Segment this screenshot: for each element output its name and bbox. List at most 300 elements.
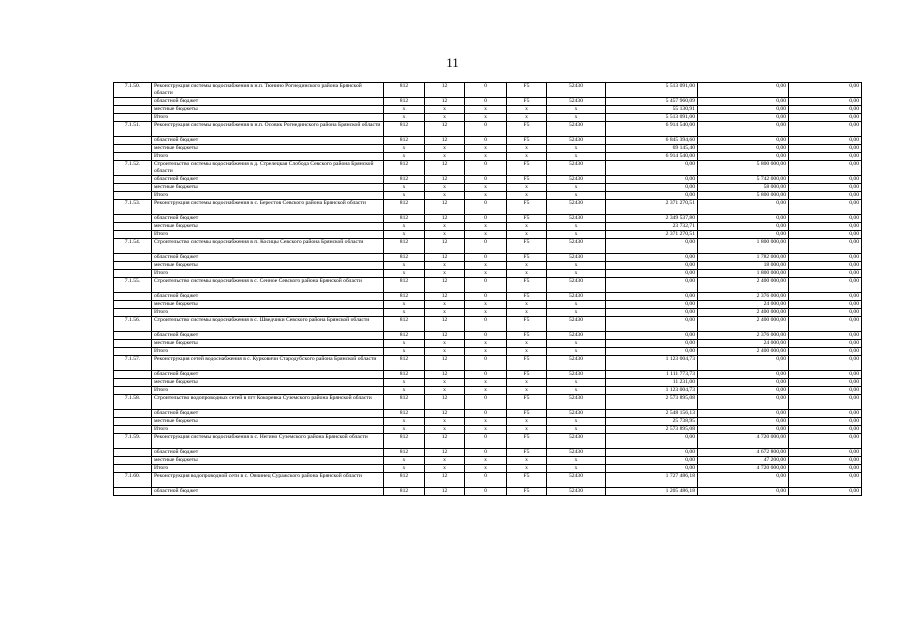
amount-year1-cell: 55 130,91 bbox=[606, 106, 698, 114]
project-title-cell: Строительство системы водоснабжения в с. Сенное Севского района Брянской области bbox=[152, 278, 384, 293]
amount-year2-cell: 1 800 000,00 bbox=[698, 239, 789, 254]
project-code-cell: x bbox=[507, 465, 547, 473]
section-code-cell: x bbox=[425, 231, 465, 239]
direction-code-cell: x bbox=[547, 309, 606, 317]
direction-code-cell: x bbox=[547, 270, 606, 278]
direction-code-cell: 52430 bbox=[547, 215, 606, 223]
program-code-cell: x bbox=[465, 231, 507, 239]
project-title-cell: Реконструкция системы водоснабжения в н.п. Тюнино Рогнединского района Брянской области bbox=[152, 83, 384, 98]
direction-code-cell: x bbox=[547, 114, 606, 122]
project-code-cell: F5 bbox=[507, 434, 547, 449]
funding-source-row bbox=[114, 114, 862, 122]
project-code-cell: F5 bbox=[507, 410, 547, 418]
direction-code-cell: 52430 bbox=[547, 200, 606, 215]
amount-year3-cell: 0,00 bbox=[789, 114, 862, 122]
program-code-cell: x bbox=[465, 145, 507, 153]
funding-source-row bbox=[114, 426, 862, 434]
amount-year2-cell: 5 800 000,00 bbox=[698, 192, 789, 200]
ministry-code-cell: 812 bbox=[384, 449, 425, 457]
amount-year2-cell: 0,00 bbox=[698, 215, 789, 223]
program-code-cell: x bbox=[465, 418, 507, 426]
item-number-cell: 7.1.56. bbox=[114, 317, 152, 332]
amount-year2-cell: 0,00 bbox=[698, 488, 789, 496]
funding-source-row bbox=[114, 106, 862, 114]
amount-year3-cell: 0,00 bbox=[789, 309, 862, 317]
program-code-cell: 0 bbox=[465, 371, 507, 379]
project-code-cell: x bbox=[507, 426, 547, 434]
ministry-code-cell: x bbox=[384, 426, 425, 434]
amount-year2-cell: 0,00 bbox=[698, 106, 789, 114]
direction-code-cell: x bbox=[547, 340, 606, 348]
amount-year1-cell: 0,00 bbox=[606, 184, 698, 192]
program-code-cell: x bbox=[465, 270, 507, 278]
empty-number-cell bbox=[114, 184, 152, 192]
funding-source-label: Итого bbox=[152, 270, 384, 278]
empty-number-cell bbox=[114, 254, 152, 262]
amount-year3-cell: 0,00 bbox=[789, 340, 862, 348]
amount-year2-cell: 1 800 000,00 bbox=[698, 270, 789, 278]
amount-year1-cell: 0,00 bbox=[606, 434, 698, 449]
ministry-code-cell: 812 bbox=[384, 176, 425, 184]
section-code-cell: 12 bbox=[425, 122, 465, 137]
program-code-cell: x bbox=[465, 340, 507, 348]
funding-source-label: областной бюджет bbox=[152, 98, 384, 106]
funding-source-label: областной бюджет bbox=[152, 488, 384, 496]
item-number-cell: 7.1.59. bbox=[114, 434, 152, 449]
project-code-cell: F5 bbox=[507, 488, 547, 496]
direction-code-cell: 52430 bbox=[547, 317, 606, 332]
section-code-cell: x bbox=[425, 379, 465, 387]
amount-year1-cell: 0,00 bbox=[606, 449, 698, 457]
ministry-code-cell: 812 bbox=[384, 239, 425, 254]
empty-number-cell bbox=[114, 231, 152, 239]
ministry-code-cell: x bbox=[384, 340, 425, 348]
project-code-cell: F5 bbox=[507, 239, 547, 254]
amount-year1-cell: 0,00 bbox=[606, 293, 698, 301]
program-code-cell: 0 bbox=[465, 83, 507, 98]
section-code-cell: x bbox=[425, 418, 465, 426]
funding-source-row bbox=[114, 223, 862, 231]
amount-year1-cell: 0,00 bbox=[606, 340, 698, 348]
amount-year1-cell: 0,00 bbox=[606, 301, 698, 309]
direction-code-cell: 52430 bbox=[547, 161, 606, 176]
ministry-code-cell: 812 bbox=[384, 83, 425, 98]
program-code-cell: 0 bbox=[465, 434, 507, 449]
ministry-code-cell: 812 bbox=[384, 215, 425, 223]
direction-code-cell: 52430 bbox=[547, 449, 606, 457]
funding-source-row bbox=[114, 262, 862, 270]
empty-number-cell bbox=[114, 387, 152, 395]
amount-year3-cell: 0,00 bbox=[789, 192, 862, 200]
project-code-cell: x bbox=[507, 387, 547, 395]
amount-year3-cell: 0,00 bbox=[789, 239, 862, 254]
project-code-cell: x bbox=[507, 145, 547, 153]
project-code-cell: x bbox=[507, 348, 547, 356]
ministry-code-cell: 812 bbox=[384, 488, 425, 496]
section-code-cell: 12 bbox=[425, 254, 465, 262]
program-code-cell: 0 bbox=[465, 293, 507, 301]
program-code-cell: x bbox=[465, 192, 507, 200]
project-title-cell: Строительство системы водоснабжения в д. Стрелецкая Слобода Севского района Брянской области bbox=[152, 161, 384, 176]
project-code-cell: x bbox=[507, 262, 547, 270]
amount-year1-cell: 0,00 bbox=[606, 239, 698, 254]
amount-year2-cell: 0,00 bbox=[698, 379, 789, 387]
section-code-cell: 12 bbox=[425, 395, 465, 410]
ministry-code-cell: x bbox=[384, 457, 425, 465]
direction-code-cell: 52430 bbox=[547, 332, 606, 340]
section-code-cell: 12 bbox=[425, 317, 465, 332]
ministry-code-cell: 812 bbox=[384, 200, 425, 215]
amount-year1-cell: 1 111 773,73 bbox=[606, 371, 698, 379]
ministry-code-cell: 812 bbox=[384, 473, 425, 488]
item-number-cell: 7.1.58. bbox=[114, 395, 152, 410]
funding-source-label: областной бюджет bbox=[152, 254, 384, 262]
amount-year3-cell: 0,00 bbox=[789, 434, 862, 449]
ministry-code-cell: x bbox=[384, 270, 425, 278]
amount-year2-cell: 4 672 800,00 bbox=[698, 449, 789, 457]
project-row bbox=[114, 122, 862, 137]
project-row bbox=[114, 200, 862, 215]
funding-source-label: областной бюджет bbox=[152, 449, 384, 457]
amount-year3-cell: 0,00 bbox=[789, 410, 862, 418]
project-title-cell: Строительство системы водоснабжения в с. Шведчики Севского района Брянской области bbox=[152, 317, 384, 332]
program-code-cell: 0 bbox=[465, 122, 507, 137]
funding-source-row bbox=[114, 340, 862, 348]
amount-year1-cell: 0,00 bbox=[606, 457, 698, 465]
program-code-cell: 0 bbox=[465, 278, 507, 293]
empty-number-cell bbox=[114, 449, 152, 457]
direction-code-cell: 52430 bbox=[547, 278, 606, 293]
amount-year3-cell: 0,00 bbox=[789, 317, 862, 332]
empty-number-cell bbox=[114, 215, 152, 223]
amount-year3-cell: 0,00 bbox=[789, 426, 862, 434]
empty-number-cell bbox=[114, 176, 152, 184]
ministry-code-cell: x bbox=[384, 301, 425, 309]
program-code-cell: 0 bbox=[465, 449, 507, 457]
ministry-code-cell: x bbox=[384, 379, 425, 387]
section-code-cell: x bbox=[425, 114, 465, 122]
amount-year1-cell: 0,00 bbox=[606, 309, 698, 317]
amount-year3-cell: 0,00 bbox=[789, 215, 862, 223]
direction-code-cell: x bbox=[547, 223, 606, 231]
ministry-code-cell: x bbox=[384, 184, 425, 192]
funding-source-row bbox=[114, 348, 862, 356]
amount-year1-cell: 2 371 270,51 bbox=[606, 200, 698, 215]
section-code-cell: 12 bbox=[425, 356, 465, 371]
amount-year2-cell: 0,00 bbox=[698, 473, 789, 488]
empty-number-cell bbox=[114, 192, 152, 200]
ministry-code-cell: x bbox=[384, 387, 425, 395]
project-code-cell: F5 bbox=[507, 317, 547, 332]
program-code-cell: x bbox=[465, 309, 507, 317]
project-title-cell: Реконструкция водопроводной сети в с. Овчинец Суражского района Брянской области bbox=[152, 473, 384, 488]
direction-code-cell: 52430 bbox=[547, 122, 606, 137]
project-title-cell: Строительство системы водоснабжения в п. Косицы Севского района Брянской области bbox=[152, 239, 384, 254]
empty-number-cell bbox=[114, 98, 152, 106]
direction-code-cell: x bbox=[547, 418, 606, 426]
ministry-code-cell: x bbox=[384, 106, 425, 114]
program-code-cell: 0 bbox=[465, 215, 507, 223]
ministry-code-cell: x bbox=[384, 223, 425, 231]
project-title-cell: Строительство водопроводных сетей в пгт Кокоревка Суземского района Брянской области bbox=[152, 395, 384, 410]
project-code-cell: x bbox=[507, 184, 547, 192]
amount-year2-cell: 4 720 000,00 bbox=[698, 465, 789, 473]
amount-year2-cell: 0,00 bbox=[698, 418, 789, 426]
project-code-cell: F5 bbox=[507, 293, 547, 301]
amount-year1-cell: 0,00 bbox=[606, 254, 698, 262]
section-code-cell: 12 bbox=[425, 278, 465, 293]
section-code-cell: 12 bbox=[425, 176, 465, 184]
amount-year1-cell: 0,00 bbox=[606, 270, 698, 278]
project-code-cell: x bbox=[507, 340, 547, 348]
funding-source-row bbox=[114, 254, 862, 262]
project-code-cell: x bbox=[507, 418, 547, 426]
direction-code-cell: 52430 bbox=[547, 488, 606, 496]
amount-year3-cell: 0,00 bbox=[789, 356, 862, 371]
amount-year3-cell: 0,00 bbox=[789, 145, 862, 153]
empty-number-cell bbox=[114, 426, 152, 434]
amount-year3-cell: 0,00 bbox=[789, 98, 862, 106]
amount-year2-cell: 4 720 000,00 bbox=[698, 434, 789, 449]
empty-number-cell bbox=[114, 332, 152, 340]
funding-source-row bbox=[114, 488, 862, 496]
project-row bbox=[114, 161, 862, 176]
section-code-cell: 12 bbox=[425, 293, 465, 301]
funding-source-label: Итого bbox=[152, 309, 384, 317]
project-row bbox=[114, 239, 862, 254]
amount-year3-cell: 0,00 bbox=[789, 332, 862, 340]
project-code-cell: F5 bbox=[507, 254, 547, 262]
direction-code-cell: x bbox=[547, 465, 606, 473]
funding-source-label: Итого bbox=[152, 426, 384, 434]
funding-source-label: областной бюджет bbox=[152, 137, 384, 145]
section-code-cell: x bbox=[425, 223, 465, 231]
project-row bbox=[114, 395, 862, 410]
project-code-cell: F5 bbox=[507, 200, 547, 215]
project-code-cell: x bbox=[507, 309, 547, 317]
item-number-cell: 7.1.52. bbox=[114, 161, 152, 176]
empty-number-cell bbox=[114, 293, 152, 301]
program-code-cell: x bbox=[465, 379, 507, 387]
amount-year2-cell: 0,00 bbox=[698, 83, 789, 98]
direction-code-cell: 52430 bbox=[547, 371, 606, 379]
item-number-cell: 7.1.60. bbox=[114, 473, 152, 488]
funding-source-row bbox=[114, 153, 862, 161]
section-code-cell: x bbox=[425, 106, 465, 114]
project-row bbox=[114, 317, 862, 332]
amount-year1-cell: 1 123 004,73 bbox=[606, 387, 698, 395]
funding-source-label: Итого bbox=[152, 231, 384, 239]
ministry-code-cell: x bbox=[384, 114, 425, 122]
amount-year3-cell: 0,00 bbox=[789, 395, 862, 410]
section-code-cell: 12 bbox=[425, 83, 465, 98]
amount-year1-cell: 2 371 270,51 bbox=[606, 231, 698, 239]
program-code-cell: x bbox=[465, 387, 507, 395]
project-title-cell: Реконструкция сетей водоснабжения в с. Курковичи Стародубского района Брянской области bbox=[152, 356, 384, 371]
amount-year1-cell: 11 231,00 bbox=[606, 379, 698, 387]
project-code-cell: x bbox=[507, 223, 547, 231]
amount-year3-cell: 0,00 bbox=[789, 278, 862, 293]
amount-year1-cell: 69 145,40 bbox=[606, 145, 698, 153]
direction-code-cell: 52430 bbox=[547, 137, 606, 145]
project-code-cell: F5 bbox=[507, 278, 547, 293]
ministry-code-cell: x bbox=[384, 465, 425, 473]
project-code-cell: x bbox=[507, 192, 547, 200]
program-code-cell: 0 bbox=[465, 239, 507, 254]
project-code-cell: x bbox=[507, 457, 547, 465]
amount-year3-cell: 0,00 bbox=[789, 418, 862, 426]
item-number-cell: 7.1.55. bbox=[114, 278, 152, 293]
direction-code-cell: 52430 bbox=[547, 293, 606, 301]
section-code-cell: x bbox=[425, 387, 465, 395]
project-title-cell: Реконструкция системы водоснабжения в с. Берестов Севского района Брянской области bbox=[152, 200, 384, 215]
program-code-cell: x bbox=[465, 106, 507, 114]
section-code-cell: x bbox=[425, 145, 465, 153]
funding-source-label: Итого bbox=[152, 153, 384, 161]
section-code-cell: 12 bbox=[425, 473, 465, 488]
ministry-code-cell: x bbox=[384, 231, 425, 239]
funding-source-row bbox=[114, 387, 862, 395]
ministry-code-cell: x bbox=[384, 418, 425, 426]
project-code-cell: F5 bbox=[507, 137, 547, 145]
amount-year1-cell: 0,00 bbox=[606, 161, 698, 176]
project-row bbox=[114, 278, 862, 293]
funding-source-label: Итого bbox=[152, 192, 384, 200]
project-row bbox=[114, 473, 862, 488]
page-number: 11 bbox=[446, 55, 459, 70]
funding-source-row bbox=[114, 332, 862, 340]
amount-year1-cell: 0,00 bbox=[606, 348, 698, 356]
ministry-code-cell: 812 bbox=[384, 356, 425, 371]
project-code-cell: F5 bbox=[507, 449, 547, 457]
funding-source-label: местные бюджеты bbox=[152, 457, 384, 465]
program-code-cell: x bbox=[465, 426, 507, 434]
empty-number-cell bbox=[114, 457, 152, 465]
empty-number-cell bbox=[114, 410, 152, 418]
direction-code-cell: x bbox=[547, 106, 606, 114]
project-code-cell: F5 bbox=[507, 356, 547, 371]
ministry-code-cell: 812 bbox=[384, 122, 425, 137]
ministry-code-cell: 812 bbox=[384, 254, 425, 262]
amount-year1-cell: 5 513 091,00 bbox=[606, 83, 698, 98]
amount-year1-cell: 1 123 004,73 bbox=[606, 356, 698, 371]
amount-year2-cell: 47 200,00 bbox=[698, 457, 789, 465]
direction-code-cell: 52430 bbox=[547, 176, 606, 184]
program-code-cell: x bbox=[465, 114, 507, 122]
program-code-cell: 0 bbox=[465, 332, 507, 340]
funding-source-label: Итого bbox=[152, 387, 384, 395]
empty-number-cell bbox=[114, 418, 152, 426]
amount-year3-cell: 0,00 bbox=[789, 122, 862, 137]
project-code-cell: F5 bbox=[507, 371, 547, 379]
amount-year2-cell: 0,00 bbox=[698, 223, 789, 231]
amount-year3-cell: 0,00 bbox=[789, 488, 862, 496]
section-code-cell: 12 bbox=[425, 98, 465, 106]
amount-year1-cell: 5 457 960,09 bbox=[606, 98, 698, 106]
funding-source-label: местные бюджеты bbox=[152, 184, 384, 192]
project-code-cell: F5 bbox=[507, 215, 547, 223]
direction-code-cell: x bbox=[547, 457, 606, 465]
amount-year3-cell: 0,00 bbox=[789, 387, 862, 395]
direction-code-cell: 52430 bbox=[547, 83, 606, 98]
project-row bbox=[114, 434, 862, 449]
direction-code-cell: 52430 bbox=[547, 395, 606, 410]
direction-code-cell: 52430 bbox=[547, 98, 606, 106]
amount-year1-cell: 0,00 bbox=[606, 465, 698, 473]
section-code-cell: x bbox=[425, 184, 465, 192]
funding-source-row bbox=[114, 231, 862, 239]
program-code-cell: 0 bbox=[465, 98, 507, 106]
amount-year2-cell: 0,00 bbox=[698, 356, 789, 371]
amount-year2-cell: 0,00 bbox=[698, 410, 789, 418]
project-code-cell: F5 bbox=[507, 332, 547, 340]
section-code-cell: x bbox=[425, 457, 465, 465]
program-code-cell: 0 bbox=[465, 137, 507, 145]
funding-source-row bbox=[114, 457, 862, 465]
direction-code-cell: 52430 bbox=[547, 410, 606, 418]
section-code-cell: 12 bbox=[425, 161, 465, 176]
funding-source-row bbox=[114, 215, 862, 223]
direction-code-cell: 52430 bbox=[547, 254, 606, 262]
amount-year2-cell: 2 400 000,00 bbox=[698, 317, 789, 332]
program-code-cell: x bbox=[465, 301, 507, 309]
direction-code-cell: 52430 bbox=[547, 434, 606, 449]
funding-source-row bbox=[114, 301, 862, 309]
empty-number-cell bbox=[114, 106, 152, 114]
amount-year1-cell: 0,00 bbox=[606, 278, 698, 293]
amount-year2-cell: 0,00 bbox=[698, 371, 789, 379]
empty-number-cell bbox=[114, 145, 152, 153]
empty-number-cell bbox=[114, 348, 152, 356]
amount-year3-cell: 0,00 bbox=[789, 106, 862, 114]
empty-number-cell bbox=[114, 137, 152, 145]
direction-code-cell: x bbox=[547, 145, 606, 153]
funding-source-row bbox=[114, 379, 862, 387]
section-code-cell: 12 bbox=[425, 137, 465, 145]
amount-year3-cell: 0,00 bbox=[789, 83, 862, 98]
amount-year1-cell: 0,00 bbox=[606, 262, 698, 270]
section-code-cell: x bbox=[425, 348, 465, 356]
amount-year3-cell: 0,00 bbox=[789, 231, 862, 239]
direction-code-cell: x bbox=[547, 192, 606, 200]
amount-year3-cell: 0,00 bbox=[789, 348, 862, 356]
item-number-cell: 7.1.54. bbox=[114, 239, 152, 254]
ministry-code-cell: 812 bbox=[384, 371, 425, 379]
project-code-cell: F5 bbox=[507, 122, 547, 137]
amount-year2-cell: 0,00 bbox=[698, 387, 789, 395]
section-code-cell: x bbox=[425, 262, 465, 270]
funding-source-label: местные бюджеты bbox=[152, 106, 384, 114]
direction-code-cell: 52430 bbox=[547, 473, 606, 488]
funding-source-row bbox=[114, 184, 862, 192]
amount-year1-cell: 25 738,95 bbox=[606, 418, 698, 426]
amount-year2-cell: 0,00 bbox=[698, 137, 789, 145]
project-title-cell: Реконструкция системы водоснабжения в н.п. Осовик Рогнединского района Брянской области bbox=[152, 122, 384, 137]
ministry-code-cell: x bbox=[384, 262, 425, 270]
direction-code-cell: 52430 bbox=[547, 239, 606, 254]
program-code-cell: 0 bbox=[465, 395, 507, 410]
program-code-cell: 0 bbox=[465, 200, 507, 215]
funding-source-label: областной бюджет bbox=[152, 215, 384, 223]
funding-source-label: местные бюджеты bbox=[152, 340, 384, 348]
amount-year1-cell: 0,00 bbox=[606, 332, 698, 340]
funding-source-label: Итого bbox=[152, 465, 384, 473]
amount-year3-cell: 0,00 bbox=[789, 200, 862, 215]
direction-code-cell: x bbox=[547, 426, 606, 434]
amount-year2-cell: 2 400 000,00 bbox=[698, 278, 789, 293]
amount-year2-cell: 58 000,00 bbox=[698, 184, 789, 192]
amount-year2-cell: 0,00 bbox=[698, 426, 789, 434]
